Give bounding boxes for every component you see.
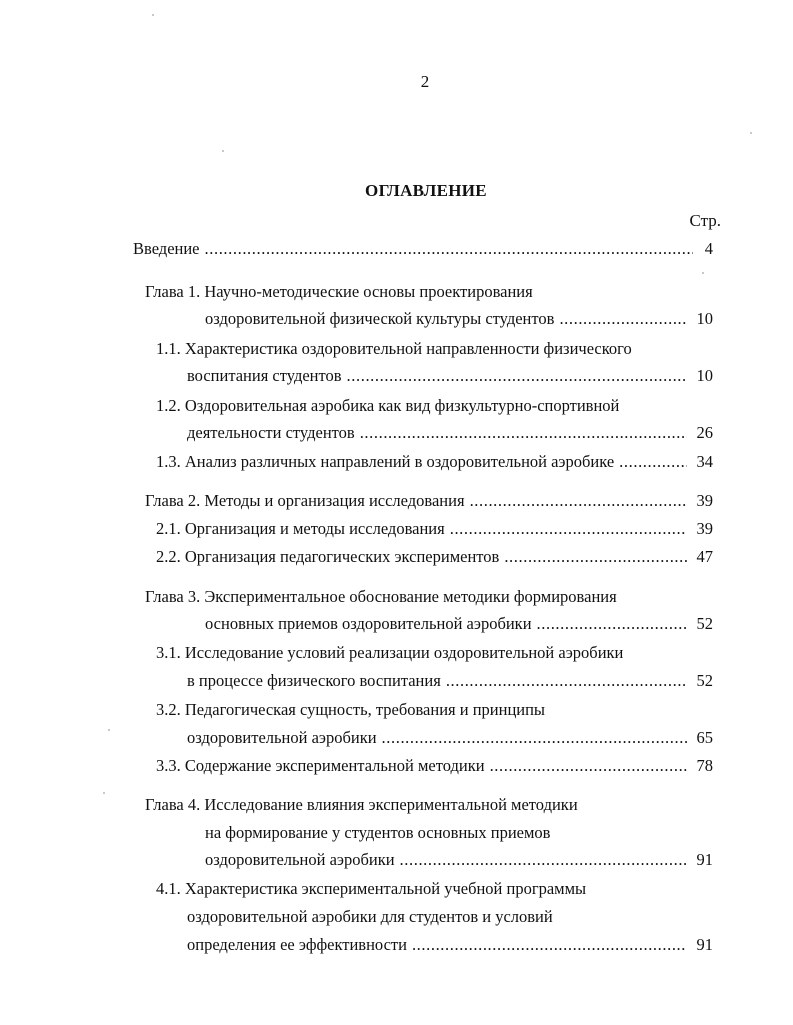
toc-entry-page: 39 — [696, 519, 713, 538]
toc-leader-dots — [382, 728, 687, 748]
scan-speck — [103, 792, 105, 794]
scan-speck — [702, 272, 704, 274]
toc-entry-section-3-3[interactable] — [156, 756, 713, 780]
toc-entry-text: 2.2. Организация педагогических экспериментов — [156, 547, 500, 566]
toc-entry-chapter3[interactable] — [205, 614, 713, 638]
toc-leader-dots — [412, 935, 687, 955]
toc-entry-text: определения ее эффективности — [187, 935, 407, 954]
toc-leader-dots — [400, 850, 687, 870]
toc-entry-text: основных приемов оздоровительной аэробики — [205, 614, 532, 633]
toc-leader-dots — [347, 366, 687, 386]
toc-title: ОГЛАВЛЕНИЕ — [365, 181, 487, 200]
pages-column-label: Стр. — [689, 211, 721, 230]
toc-entry-chapter4[interactable] — [205, 850, 713, 874]
toc-entry-chapter1[interactable] — [205, 309, 713, 333]
toc-leader-dots — [450, 519, 687, 539]
toc-entry-section-4-1[interactable] — [187, 935, 713, 959]
toc-entry-page: 10 — [696, 309, 713, 328]
toc-entry-text: воспитания студентов — [187, 366, 342, 385]
page-number: 2 — [420, 72, 430, 91]
scan-speck — [222, 150, 224, 152]
toc-entry-chapter1-line1[interactable]: Глава 1. Научно-методические основы проектирования — [145, 282, 533, 301]
toc-entry-page: 39 — [696, 491, 713, 510]
toc-entry-text: деятельности студентов — [187, 423, 355, 442]
toc-entry-page: 65 — [696, 728, 713, 747]
toc-entry-text: 2.1. Организация и методы исследования — [156, 519, 445, 538]
toc-entry-text: Глава 2. Методы и организация исследования — [145, 491, 465, 510]
toc-entry-section-3-2[interactable] — [187, 728, 713, 752]
toc-entry-section-1-2[interactable] — [187, 423, 713, 447]
toc-entry-chapter2[interactable] — [145, 491, 713, 515]
toc-entry-section-3-1[interactable] — [187, 671, 713, 695]
toc-entry-text: 3.3. Содержание экспериментальной методики — [156, 756, 485, 775]
toc-leader-dots — [360, 423, 687, 443]
toc-entry-page: 52 — [696, 671, 713, 690]
toc-leader-dots — [490, 756, 687, 776]
toc-leader-dots — [559, 309, 687, 329]
toc-entry-text: в процессе физического воспитания — [187, 671, 441, 690]
toc-entry-section-2-1[interactable] — [156, 519, 713, 543]
toc-leader-dots — [504, 547, 687, 567]
toc-entry-page: 10 — [696, 366, 713, 385]
toc-entry-section-4-1-line2[interactable]: оздоровительной аэробики для студентов и условий — [187, 907, 553, 926]
toc-entry-text: 1.3. Анализ различных направлений в оздоровительной аэробике — [156, 452, 615, 471]
toc-entry-page: 78 — [696, 756, 713, 775]
toc-leader-dots — [537, 614, 687, 634]
toc-entry-section-1-1-line1[interactable]: 1.1. Характеристика оздоровительной направленности физического — [156, 339, 632, 358]
toc-entry-introduction[interactable] — [133, 239, 713, 263]
toc-entry-chapter3-line1[interactable]: Глава 3. Экспериментальное обоснование методики формирования — [145, 587, 617, 606]
toc-entry-page: 47 — [696, 547, 713, 566]
toc-leader-dots — [619, 452, 687, 472]
toc-entry-page: 52 — [696, 614, 713, 633]
toc-entry-page: 26 — [696, 423, 713, 442]
scan-speck — [750, 132, 752, 134]
toc-entry-page: 91 — [696, 850, 713, 869]
scan-speck — [152, 14, 154, 16]
toc-entry-text: Введение — [133, 239, 200, 258]
scan-speck — [108, 729, 110, 731]
toc-leader-dots — [446, 671, 687, 691]
toc-entry-section-4-1-line1[interactable]: 4.1. Характеристика экспериментальной учебной программы — [156, 879, 587, 898]
toc-entry-chapter4-line2[interactable]: на формирование у студентов основных приемов — [205, 823, 551, 842]
toc-entry-section-1-2-line1[interactable]: 1.2. Оздоровительная аэробика как вид физкультурно-спортивной — [156, 396, 620, 415]
toc-entry-page: 34 — [696, 452, 713, 471]
toc-leader-dots — [205, 239, 693, 259]
toc-entry-section-2-2[interactable] — [156, 547, 713, 571]
toc-entry-text: оздоровительной аэробики — [205, 850, 395, 869]
toc-entry-section-3-2-line1[interactable]: 3.2. Педагогическая сущность, требования и принципы — [156, 700, 546, 719]
toc-entry-section-3-1-line1[interactable]: 3.1. Исследование условий реализации оздоровительной аэробики — [156, 643, 624, 662]
toc-leader-dots — [470, 491, 687, 511]
toc-entry-page: 91 — [696, 935, 713, 954]
toc-entry-page: 4 — [704, 239, 713, 258]
toc-entry-text: оздоровительной физической культуры студентов — [205, 309, 555, 328]
toc-entry-section-1-3[interactable] — [156, 452, 713, 476]
toc-entry-section-1-1[interactable] — [187, 366, 713, 390]
toc-entry-text: оздоровительной аэробики — [187, 728, 377, 747]
toc-entry-chapter4-line1[interactable]: Глава 4. Исследование влияния экспериментальной методики — [145, 795, 578, 814]
